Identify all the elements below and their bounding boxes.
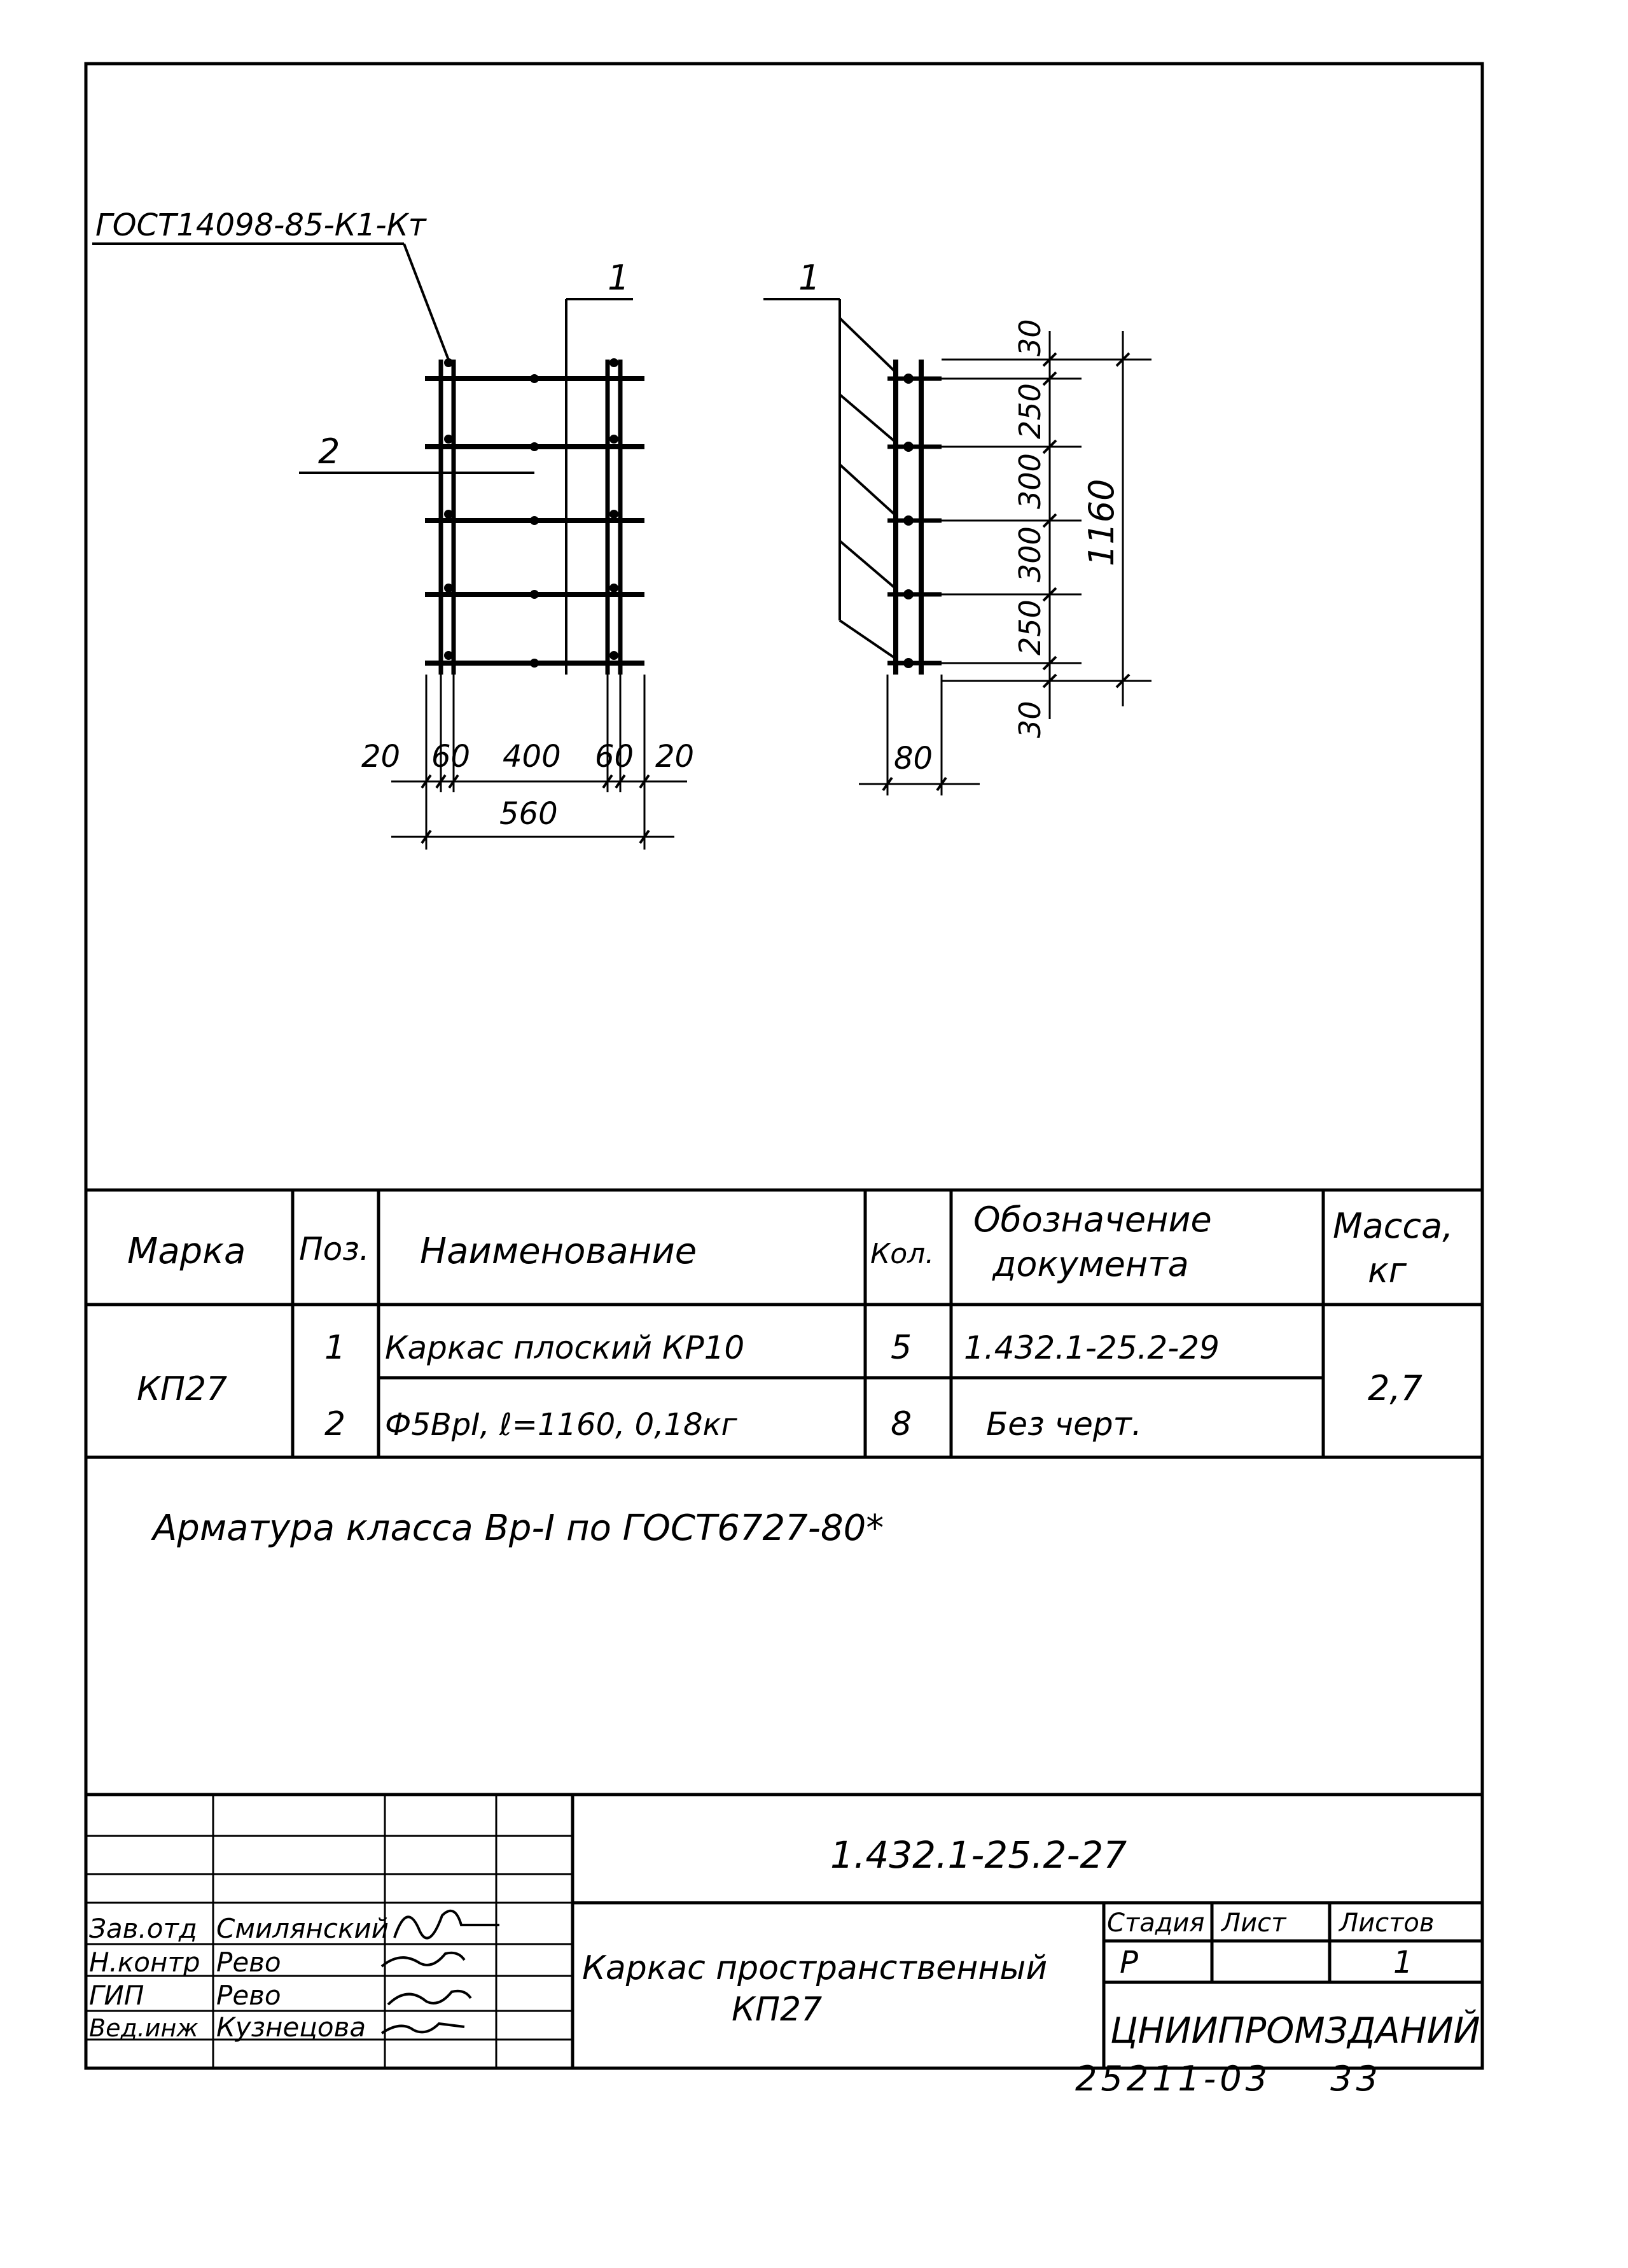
row1-doc: 1.432.1-25.2-29 [964,1329,1220,1366]
document-code: 1.432.1-25.2-27 [830,1833,1127,1877]
front-total-dim: 560 [499,796,558,832]
sheets-value: 1 [1393,1945,1413,1980]
row1-qty: 5 [891,1329,912,1367]
front-dim-2: 60 [431,739,471,774]
header-qty: Кол. [870,1238,935,1270]
title-block [86,1795,1482,2068]
header-poz: Поз. [299,1231,370,1268]
front-dim-1: 20 [361,739,401,774]
front-view [92,207,694,850]
sheet-header: Лист [1221,1908,1286,1938]
specification-table [86,1190,1482,1549]
header-doc-1: Обозначение [973,1200,1212,1240]
front-dim-3: 400 [503,739,561,774]
row2-name: Ф5ВрI, ℓ=1160, 0,18кг [385,1407,737,1443]
side-dim-5: 250 [1013,599,1047,655]
page-number: 33 [1330,2059,1382,2099]
row2-qty: 8 [891,1405,912,1443]
row2-doc: Без черт. [986,1406,1142,1443]
side-dim-3: 300 [1013,453,1047,509]
title-line-1: Каркас пространственный [582,1949,1048,1987]
sheets-header: Листов [1339,1908,1435,1938]
position-1-label: 1 [608,258,630,298]
side-position-1-label: 1 [798,258,821,298]
cell-mass: 2,7 [1368,1368,1423,1408]
front-dim-4: 60 [595,739,634,774]
row2-poz: 2 [324,1405,346,1443]
cell-marka: КП27 [137,1370,228,1408]
sign-role-1: Зав.отд [89,1913,197,1944]
header-name: Наименование [420,1231,697,1272]
gost-callout: ГОСТ14098-85-К1-Кт [95,207,426,243]
sign-role-4: Вед.инж [89,2014,198,2042]
sheet-frame [86,64,1482,2068]
archive-footer [1075,2059,1426,2099]
row1-poz: 1 [324,1329,346,1367]
side-total-dim: 1160 [1082,479,1122,566]
sign-name-3: Рево [216,1980,281,2011]
stage-header: Стадия [1107,1908,1205,1938]
organization: ЦНИИПРОМЗДАНИЙ [1110,2010,1480,2052]
sign-name-2: Рево [216,1947,281,1978]
header-mass-2: кг [1368,1250,1407,1291]
reinforcement-note: Арматура класса Вр-I по ГОСТ6727-80* [153,1508,884,1549]
header-marka: Марка [127,1231,246,1272]
header-doc-2: документа [992,1244,1189,1284]
side-dim-1: 30 [1013,319,1047,356]
archive-number: 25211-03 [1075,2059,1271,2099]
front-dim-5: 20 [655,739,695,774]
sign-role-2: Н.контр [89,1947,200,1978]
title-line-2: КП27 [732,1991,823,2029]
stage-value: Р [1120,1945,1138,1980]
sign-role-3: ГИП [89,1980,144,2011]
side-view [763,258,1151,795]
side-dim-6: 30 [1013,701,1047,738]
row1-name: Каркас плоский КР10 [385,1329,745,1366]
side-dim-2: 250 [1013,383,1047,439]
sign-name-4: Кузнецова [216,2012,366,2043]
handwritten-signatures [382,1911,499,2033]
sign-name-1: Смилянский [216,1913,389,1944]
header-mass-1: Масса, [1333,1206,1454,1246]
position-2-label: 2 [318,431,340,472]
side-width-dim: 80 [894,741,933,776]
side-dim-4: 300 [1013,526,1047,582]
